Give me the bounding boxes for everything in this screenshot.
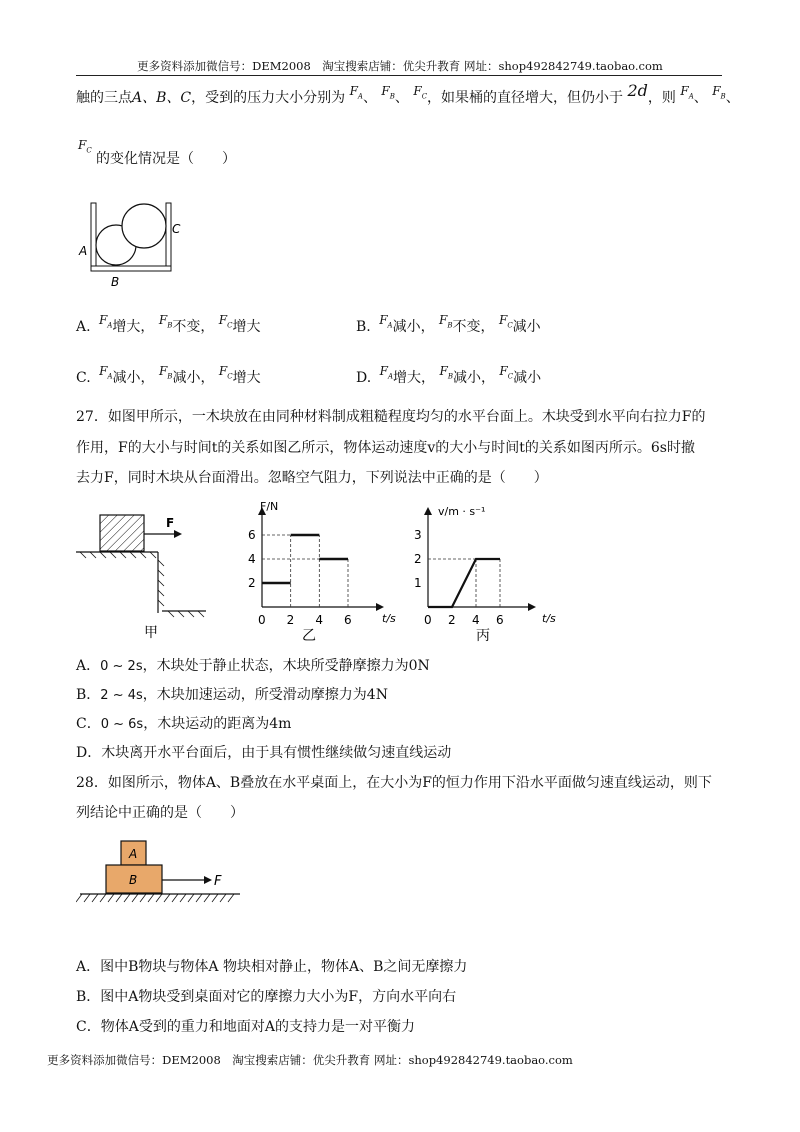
x-tick-label: 4 [472,613,480,627]
symbol-fc: $F_C$ [413,84,428,101]
bing-xlabel: t/s [542,612,556,625]
q28-line-1: 28．如图所示，物体A、B叠放在水平桌面上，在大小为F的恒力作用下沿水平面做匀速直线运动，则下 [76,775,712,791]
ground-hatch [156,894,162,902]
ground-hatch [188,894,194,902]
force-label: F [166,516,175,530]
header-rule [76,75,722,76]
ground-hatch [220,894,226,902]
symbol-fa: $F_A$ [349,84,363,101]
chart-yi [240,497,410,647]
q27-line-2: 作用，F的大小与时间t的关系如图乙所示，物体运动速度v的大小与时间t的关系如图丙所示。6s时撤 [76,440,695,456]
caption-jia: 甲 [144,625,158,641]
q27-fig-jia [76,505,206,645]
label-b: B [111,275,120,289]
ground-hatch [180,894,186,902]
chart-bing [410,497,580,647]
y-tick-label: 1 [414,576,422,590]
ground-hatch [132,894,138,902]
yi-ylabel: F/N [260,500,279,513]
ground-hatch [172,894,178,902]
x-tick-label: 4 [315,613,323,627]
label-a: A [129,847,138,861]
q28-figure [76,838,246,913]
upper-ball [122,204,166,248]
page-header: 更多资料添加微信号：DEM2008 淘宝搜索店铺：优尖升教育 网址：shop492842749.taobao.com [137,59,663,73]
q27-line-1: 27．如图甲所示，一木块放在由同种材料制成粗糙程度均匀的水平台面上。木块受到水平向右拉力F的 [76,409,706,425]
y-axis-arrow [424,507,432,515]
q28-line-2: 列结论中正确的是（ ） [76,805,244,821]
y-tick-label: 4 [248,552,256,566]
ground-hatch [116,894,122,902]
label-a: A [79,244,88,258]
q26-option-c[interactable]: C. $F_A$减小， $F_B$减小， $F_C$增大 [76,364,261,386]
ground-hatch [164,894,170,902]
data-line [428,559,500,607]
q28-option-c[interactable]: C．物体A受到的重力和地面对A的支持力是一对平衡力 [76,1019,415,1035]
q27-option-c[interactable]: C．0 ~ 6s，木块运动的距离为4m [76,716,292,732]
q27-line-3: 去力F，同时木块从台面滑出。忽略空气阻力，下列说法中正确的是（ ） [76,470,548,486]
q26-bucket-figure [76,195,186,290]
symbol-fb: $F_B$ [381,84,395,101]
bing-ylabel: v/m · s⁻¹ [438,505,486,518]
ground-hatch [204,894,210,902]
y-tick-label: 3 [414,528,422,542]
ground-hatch [100,894,106,902]
q28-option-b[interactable]: B．图中A物块受到桌面对它的摩擦力大小为F，方向水平向右 [76,989,457,1005]
q26-option-d[interactable]: D. $F_A$增大， $F_B$减小， $F_C$减小 [356,364,542,386]
label-b: B [129,873,138,887]
yi-xlabel: t/s [382,612,396,625]
ground-hatch [212,894,218,902]
y-tick-label: 2 [414,552,422,566]
x-axis-arrow [528,603,536,611]
q27-option-b[interactable]: B．2 ~ 4s，木块加速运动，所受滑动摩擦力为4N [76,687,388,703]
ground-hatch [140,894,146,902]
caption-yi: 乙 [302,628,316,644]
x-tick-label: 2 [286,613,295,627]
ground-hatch [124,894,130,902]
x-tick-label: 6 [496,613,504,627]
ground-hatch [108,894,114,902]
q26-option-b[interactable]: B. $F_A$减小， $F_B$不变， $F_C$减小 [356,313,541,335]
q27-option-a[interactable]: A．0 ~ 2s，木块处于静止状态，木块所受静摩擦力为0N [76,658,430,674]
force-label: F [214,874,222,889]
q28-option-a[interactable]: A．图中B物块与物体A 物块相对静止，物体A、B之间无摩擦力 [76,959,468,975]
y-tick-label: 2 [248,576,256,590]
x-tick-label: 2 [448,613,456,627]
label-c: C [172,222,181,236]
ground-hatch [148,894,154,902]
ground-hatch [76,894,82,902]
q26-line-2: $F_C$ 的变化情况是（ ） [78,138,236,167]
x-axis-arrow [376,603,384,611]
y-tick-label: 6 [248,528,256,542]
x-tick-label: 0 [424,613,432,627]
x-tick-label: 6 [344,613,352,627]
page-footer: 更多资料添加微信号：DEM2008 淘宝搜索店铺：优尖升教育 网址：shop492842749.taobao.com [47,1053,573,1067]
wood-block [100,515,144,551]
two-d: 2d [627,81,648,100]
ground-hatch [92,894,98,902]
ground-hatch [196,894,202,902]
q26-option-a[interactable]: A. $F_A$增大， $F_B$不变， $F_C$增大 [76,313,261,335]
ground-hatch [228,894,234,902]
ground-hatch [84,894,90,902]
x-tick-label: 0 [258,613,266,627]
caption-bing: 丙 [476,628,490,644]
q27-option-d[interactable]: D．木块离开水平台面后，由于具有惯性继续做匀速直线运动 [76,745,452,761]
q26-line-1: 触的三点A、B、C，受到的压力大小分别为 $F_A$、 $F_B$、 $F_C$，如果桶的直径增大，但仍小于 2d，则 $F_A$、 $F_B$、 [76,81,740,106]
